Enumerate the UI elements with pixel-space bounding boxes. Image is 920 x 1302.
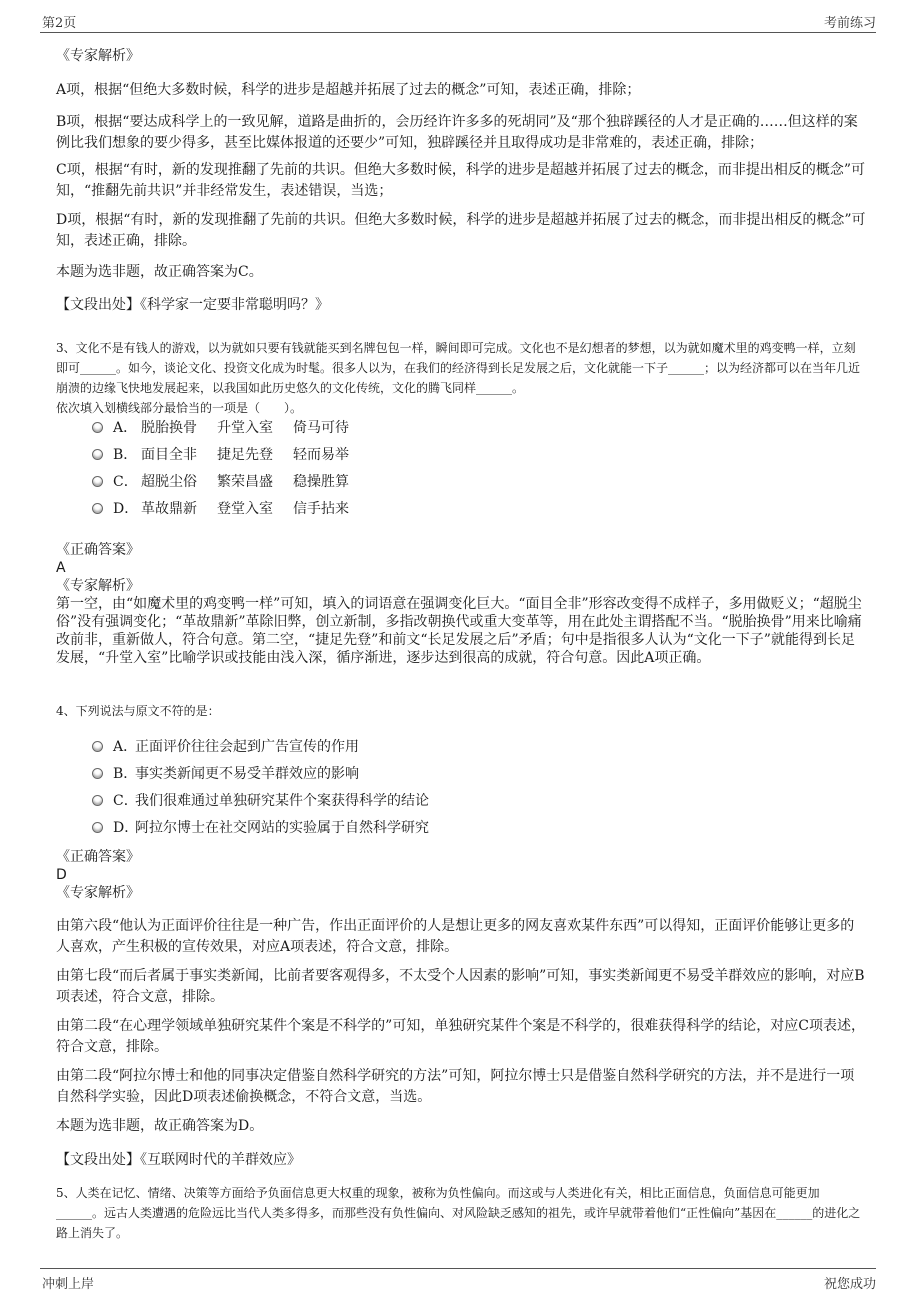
radio-icon[interactable] xyxy=(92,476,103,487)
q4-option-a[interactable]: A．正面评价往往会起到广告宣传的作用 xyxy=(92,738,359,756)
q4-option-d[interactable]: D．阿拉尔博士在社交网站的实验属于自然科学研究 xyxy=(92,819,429,837)
analysis-option-c: C项，根据“有时，新的发现推翻了先前的共识。但绝大多数时候，科学的进步是超越并拓展了过去的概念，而非提出相反的概念”可知，“推翻先前共识”并非经常发生，表述错误，当选； xyxy=(56,162,866,199)
analysis-label: 《专家解析》 xyxy=(56,885,140,901)
answer-label: 《正确答案》 xyxy=(56,542,140,558)
q3-option-b[interactable]: B． 面目全非 捷足先登 轻而易举 xyxy=(92,446,369,464)
analysis-option-a: 由第六段“他认为正面评价往往是一种广告，作出正面评价的人是想让更多的网友喜欢某件东西”可以得知，正面评价能够让更多的人喜欢，产生积极的宣传效果，对应A项表述，符合文意，排除。 xyxy=(56,918,855,955)
header-title: 考前练习 xyxy=(823,16,876,31)
question-3-stem: 3、文化不是有钱人的游戏，以为就如只要有钱就能买到名牌包包一样，瞬间即可完成。文化也不是幻想者的梦想，以为就如魔术里的鸡变鸭一样，立刻即可______。如今，谈论文化、投资文化成为时髦。很多人以为，在我们的经济得到长足发展之后，文化就能一下子______；以为经济都可以在当年几近崩溃的边缘飞快地发展起来，以我国如此历史悠久的文化传统，文化的腾飞同样______。 xyxy=(56,341,861,395)
q3-option-a[interactable]: A． 脱胎换骨 升堂入室 倚马可待 xyxy=(92,419,369,437)
q3-option-c[interactable]: C． 超脱尘俗 繁荣昌盛 稳操胜算 xyxy=(92,473,369,491)
radio-icon[interactable] xyxy=(92,449,103,460)
answer-label: 《正确答案》 xyxy=(56,849,140,865)
analysis-option-b: B项，根据“要达成科学上的一致见解，道路是曲折的，会历经许许多多的死胡同”及“那个独辟蹊径的人才是正确的……但这样的案例比我们想象的要少得多，甚至比媒体报道的还要少”可知，独辟蹊径并且取得成功是非常难的，表述正确，排除； xyxy=(56,114,858,151)
analysis-label: 《专家解析》 xyxy=(56,578,140,594)
radio-icon[interactable] xyxy=(92,741,103,752)
footer-right-text: 祝您成功 xyxy=(823,1277,876,1292)
radio-icon[interactable] xyxy=(92,422,103,433)
q3-option-d[interactable]: D． 革故鼎新 登堂入室 信手拈来 xyxy=(92,500,369,518)
question-4-stem: 4、下列说法与原文不符的是： xyxy=(56,704,220,718)
analysis-option-d: D项，根据“有时，新的发现推翻了先前的共识。但绝大多数时候，科学的进步是超越并拓展了过去的概念，而非提出相反的概念”可知，表述正确，排除。 xyxy=(56,212,866,249)
correct-answer: D xyxy=(56,867,67,883)
source-citation: 【文段出处】《科学家一定要非常聪明吗？》 xyxy=(56,297,329,313)
page-header xyxy=(40,10,876,33)
analysis-label: 《专家解析》 xyxy=(56,48,140,64)
q4-option-b[interactable]: B．事实类新闻更不易受羊群效应的影响 xyxy=(92,765,359,783)
analysis-conclusion: 本题为选非题，故正确答案为C。 xyxy=(56,264,263,280)
source-citation: 【文段出处】《互联网时代的羊群效应》 xyxy=(56,1152,301,1168)
q4-option-c[interactable]: C．我们很难通过单独研究某件个案获得科学的结论 xyxy=(92,792,429,810)
footer-left-text: 冲刺上岸 xyxy=(42,1277,95,1292)
question-5-stem: 5、人类在记忆、情绪、决策等方面给予负面信息更大权重的现象，被称为负性偏向。而这或与人类进化有关，相比正面信息，负面信息可能更加______。远古人类遭遇的危险远比当代人类多得多，而那些没有负性偏向、对风险缺乏感知的祖先，或许早就带着他们“正性偏向”基因在______的进化之路上消失了。 xyxy=(56,1186,861,1240)
analysis-option-d: 由第二段“阿拉尔博士和他的同事决定借鉴自然科学研究的方法”可知，阿拉尔博士只是借鉴自然科学研究的方法，并不是进行一项自然科学实验，因此D项表述偷换概念，不符合文意，当选。 xyxy=(56,1068,855,1105)
page-number: 第2页 xyxy=(42,16,77,31)
radio-icon[interactable] xyxy=(92,795,103,806)
page-footer xyxy=(40,1268,876,1293)
question-3-analysis: 第一空，由“如魔术里的鸡变鸭一样”可知，填入的词语意在强调变化巨大。“面目全非”形容改变得不成样子，多用做贬义；“超脱尘俗”没有强调变化；“革故鼎新”革除旧弊，创立新制，多指改朝换代或重大变革等，用在此处主谓搭配不当。“脱胎换骨”用来比喻痛改前非，重新做人，符合句意。第二空，“捷足先登”和前文“长足发展之后”矛盾；句中是指很多人认为“文化一下子”就能得到长足发展，“升堂入室”比喻学识或技能由浅入深，循序渐进，逐步达到很高的成就，符合句意。因此A项正确。 xyxy=(56,596,862,666)
correct-answer: A xyxy=(56,560,66,576)
question-3-prompt: 依次填入划横线部分最恰当的一项是（ ）。 xyxy=(56,401,303,415)
analysis-option-c: 由第二段“在心理学领域单独研究某件个案是不科学的”可知，单独研究某件个案是不科学的，很难获得科学的结论，对应C项表述，符合文意，排除。 xyxy=(56,1018,866,1055)
analysis-option-a: A项，根据“但绝大多数时候，科学的进步是超越并拓展了过去的概念”可知，表述正确，排除； xyxy=(56,82,641,98)
radio-icon[interactable] xyxy=(92,768,103,779)
radio-icon[interactable] xyxy=(92,503,103,514)
radio-icon[interactable] xyxy=(92,822,103,833)
analysis-conclusion: 本题为选非题，故正确答案为D。 xyxy=(56,1118,264,1134)
analysis-option-b: 由第七段“而后者属于事实类新闻，比前者要客观得多，不太受个人因素的影响”可知，事实类新闻更不易受羊群效应的影响，对应B项表述，符合文意，排除。 xyxy=(56,968,865,1005)
